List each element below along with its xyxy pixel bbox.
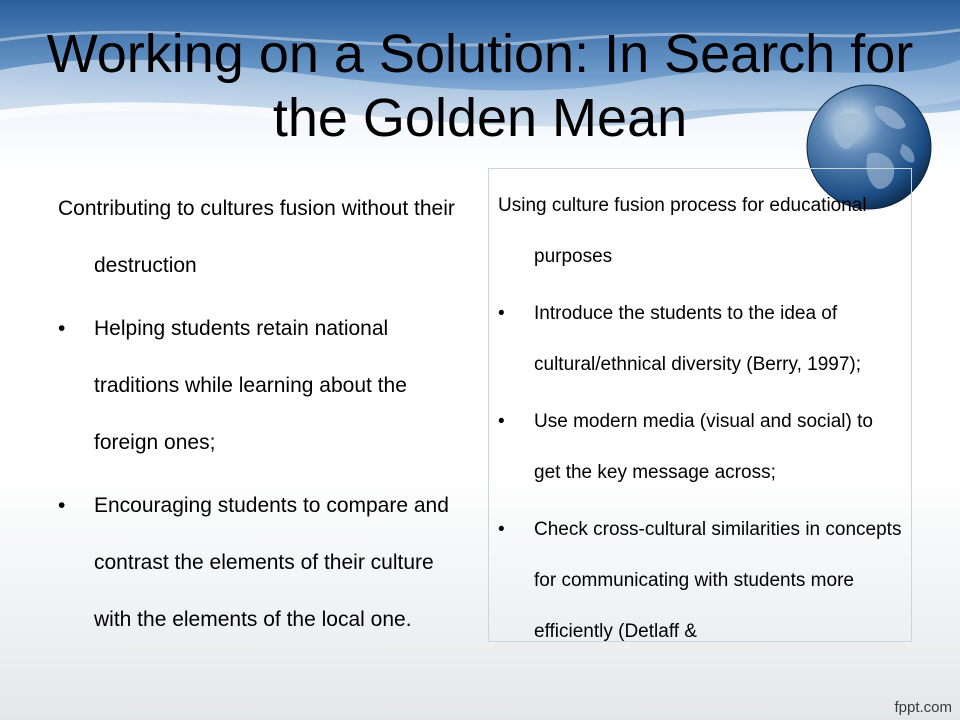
list-item-text: Encouraging students to compare and contrast the elements of their culture with the elements of the local one. bbox=[94, 494, 449, 631]
bullet-icon: • bbox=[498, 519, 505, 540]
right-column bbox=[498, 180, 903, 657]
bullet-icon: • bbox=[58, 317, 66, 340]
list-item bbox=[58, 300, 468, 471]
list-item-text: Check cross-cultural similarities in concepts for communicating with students more efficiently (Detlaff & bbox=[534, 519, 902, 642]
list-item bbox=[498, 396, 903, 498]
bullet-icon: • bbox=[498, 303, 505, 324]
right-intro: Using culture fusion process for educational purposes bbox=[498, 195, 867, 267]
list-item-text: Helping students retain national traditions while learning about the foreign ones; bbox=[94, 317, 407, 454]
list-item-text: Introduce the students to the idea of cultural/ethnical diversity (Berry, 1997); bbox=[534, 303, 861, 375]
list-item bbox=[498, 288, 903, 390]
list-item bbox=[58, 477, 468, 648]
slide-title: Working on a Solution: In Search for the Golden Mean bbox=[46, 24, 914, 148]
footer-brand: fppt.com bbox=[894, 699, 952, 716]
left-bullet-list bbox=[58, 300, 468, 648]
bullet-icon: • bbox=[498, 411, 505, 432]
left-column bbox=[58, 180, 468, 648]
right-bullet-list bbox=[498, 288, 903, 657]
left-intro: Contributing to cultures fusion without their destruction bbox=[58, 197, 455, 277]
list-item-text: Use modern media (visual and social) to get the key message across; bbox=[534, 411, 873, 483]
bullet-icon: • bbox=[58, 494, 66, 517]
list-item bbox=[498, 504, 903, 657]
